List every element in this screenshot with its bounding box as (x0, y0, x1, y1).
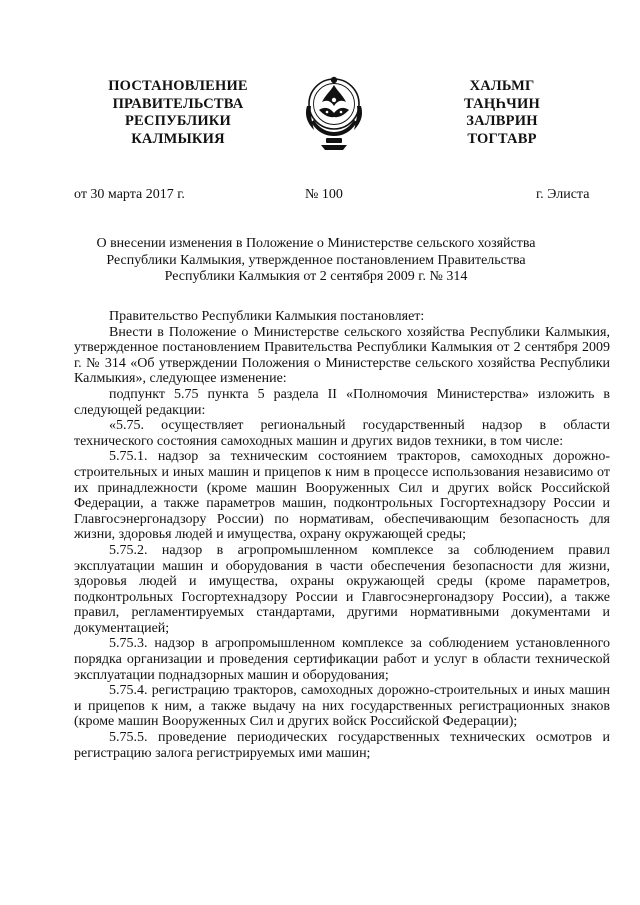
document-number: № 100 (305, 187, 343, 202)
header-right-line: ХАЛЬМГ (469, 78, 535, 94)
subject-line: Республики Калмыкия, утвержденное постановлением Правительства (106, 252, 526, 268)
paragraph-5-75-1: 5.75.1. надзор за техническим состоянием тракторов, самоходных дорожно-строительных и иных машин и прицепов к ним в процессе использования независимо от их принадлежности (кроме машин Вооруженных Сил и других войск Российской Федерации, а также параметров машин, подконтрольных Госгортехнадзору России и Главгосэнергонадзору России) по нормативам, обеспечивающим безопасность для жизни, здоровья людей и имущества, охрану окружающей среды; (74, 449, 610, 543)
paragraph-5-75: «5.75. осуществляет региональный государственный надзор в области технического состояния самоходных машин и других видов техники, в том числе: (74, 418, 610, 449)
paragraph-5-75-5: 5.75.5. проведение периодических государственных технических осмотров и регистрацию залога регистрируемых ими машин; (74, 730, 610, 761)
paragraph-subclause: подпункт 5.75 пункта 5 раздела II «Полномочия Министерства» изложить в следующей редакции: (74, 386, 610, 418)
header-left-line: ПРАВИТЕЛЬСТВА (112, 95, 244, 112)
header-left-line: РЕСПУБЛИКИ (124, 113, 232, 129)
header-right-line: ТАҢҺЧИН (464, 95, 540, 112)
paragraph-5-75-2: 5.75.2. надзор в агропромышленном комплексе за соблюдением правил эксплуатации машин и оборудования в части обеспечения безопасности для жизни, здоровья людей и имущества, охраны окружающей среды (кроме параметров, подконтрольных Госгортехнадзору России и Главгосэнергонадзору России), а также правил, регламентируемых стандартами, другими нормативными документами и документацией; (74, 542, 610, 636)
subject-line: Республики Калмыкия от 2 сентября 2009 г. № 314 (164, 269, 468, 284)
paragraph-preamble: Правительство Республики Калмыкия постановляет: (109, 309, 425, 324)
document-date: от 30 марта 2017 г. (74, 187, 185, 202)
header-right-line: ТОГТАВР (467, 130, 537, 147)
header-left-line: КАЛМЫКИЯ (131, 130, 225, 147)
paragraph-5-75-4: 5.75.4. регистрацию тракторов, самоходных дорожно-строительных и иных машин и прицепов к ним, а также выдачу на них государственных регистрационных знаков (кроме машин Вооруженных Сил и других войск Российской Федерации); (74, 683, 610, 730)
subject-line: О внесении изменения в Положение о Министерстве сельского хозяйства (96, 236, 536, 251)
paragraph-5-75-3: 5.75.3. надзор в агропромышленном комплексе за соблюдением установленного порядка организации и проведения сертификации работ и услуг в области технической эксплуатации поднадзорных машин и оборудования; (74, 636, 610, 683)
document-body (74, 309, 610, 761)
kalmykia-coat-of-arms-icon (299, 66, 369, 152)
paragraph-amendment: Внести в Положение о Министерстве сельского хозяйства Республики Калмыкия, утвержденное постановлением Правительства Республики Калмыкия от 2 сентября 2009 г. № 314 «Об утверждении Положения о Министерстве сельского хозяйства Республики Калмыкия», следующее изменение: (74, 324, 610, 387)
header-right-title (452, 78, 552, 148)
document-subject (96, 236, 536, 286)
header-right-line: ЗАЛВРИН (466, 113, 538, 129)
document-city: г. Элиста (536, 187, 590, 202)
header-left-line: ПОСТАНОВЛЕНИЕ (108, 78, 248, 94)
header-left-title (92, 78, 264, 148)
